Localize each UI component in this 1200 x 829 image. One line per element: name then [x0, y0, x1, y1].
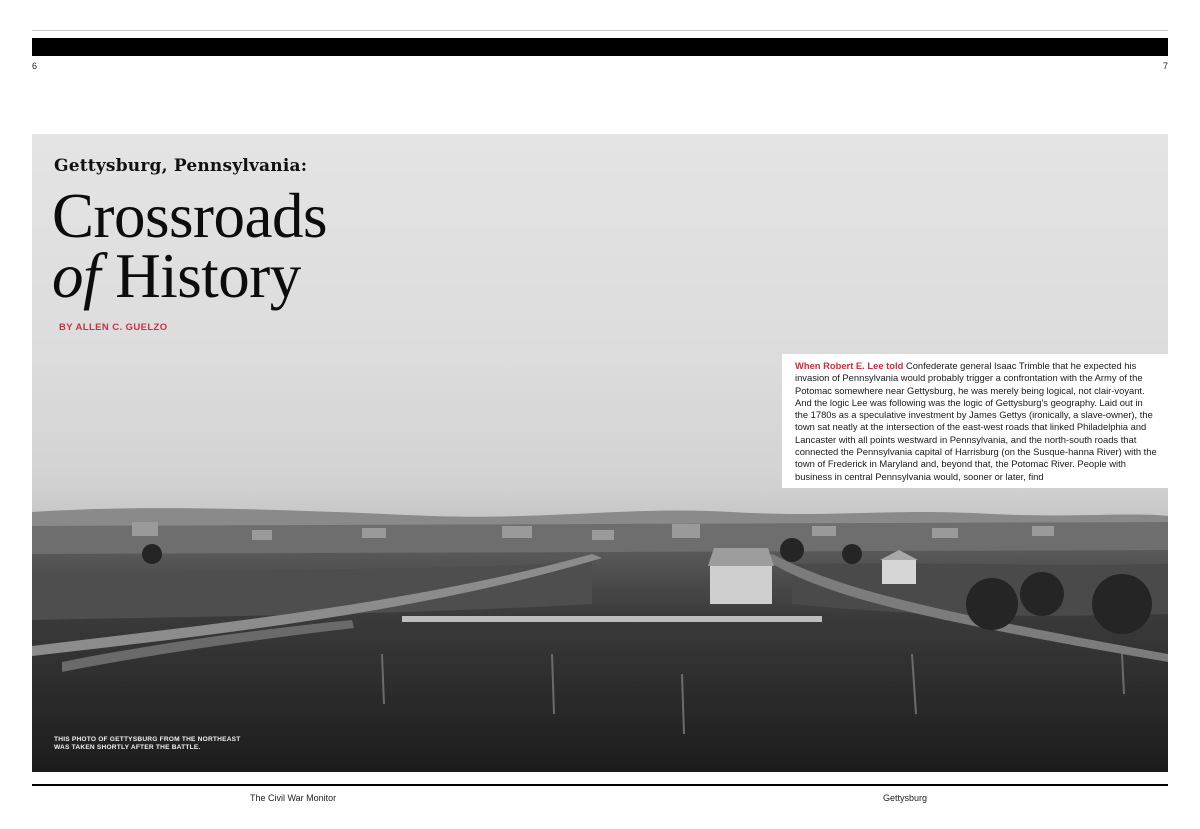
headline-italic-word: of — [52, 241, 101, 311]
footer-section: Gettysburg — [883, 793, 928, 803]
gettysburg-photo — [32, 134, 1168, 772]
headline-line-1: Crossroads — [52, 181, 327, 251]
footer-publication: The Civil War Monitor — [250, 793, 337, 803]
lead-in: When Robert E. Lee told — [795, 360, 904, 371]
top-rule — [32, 30, 1168, 31]
caption-line-1: THIS PHOTO OF GETTYSBURG FROM THE NORTHEAST — [54, 736, 241, 743]
body-text-box — [782, 354, 1168, 488]
photo-caption — [54, 736, 254, 753]
header-bar — [32, 38, 1168, 56]
headline-line-2: History — [100, 241, 301, 311]
body-text: Confederate general Isaac Trimble that he expected his invasion of Pennsylvania would probably trigger a confrontation with the Army of the Potomac somewhere near Gettysburg, he was merely being logical, not clair-voyant. And the logic Lee was following was the logic of Gettysburg's geography. Laid out in the 1780s as a speculative investment by James Gettys (ironically, a slave-owner), the town sat neatly at the intersection of the east-west roads that linked Philadelphia and Lancaster with all points westward in Pennsylvania, and the north-south roads that connected the Pennsylvania capital of Harrisburg (on the Susque-hanna River) with the town of Frederick in Maryland and, beyond that, the Potomac River. People with business in central Pennsylvania would, sooner or later, find — [795, 360, 1157, 482]
byline: BY ALLEN C. GUELZO — [59, 322, 168, 333]
page-number-right: 7 — [1162, 61, 1168, 71]
footer-rule — [32, 784, 1168, 786]
caption-line-2: WAS TAKEN SHORTLY AFTER THE BATTLE. — [54, 744, 201, 752]
body-paragraph — [795, 360, 1158, 483]
article-kicker: Gettysburg, Pennsylvania: — [54, 156, 308, 176]
page-number-left: 6 — [32, 61, 38, 71]
article-headline — [52, 181, 327, 311]
